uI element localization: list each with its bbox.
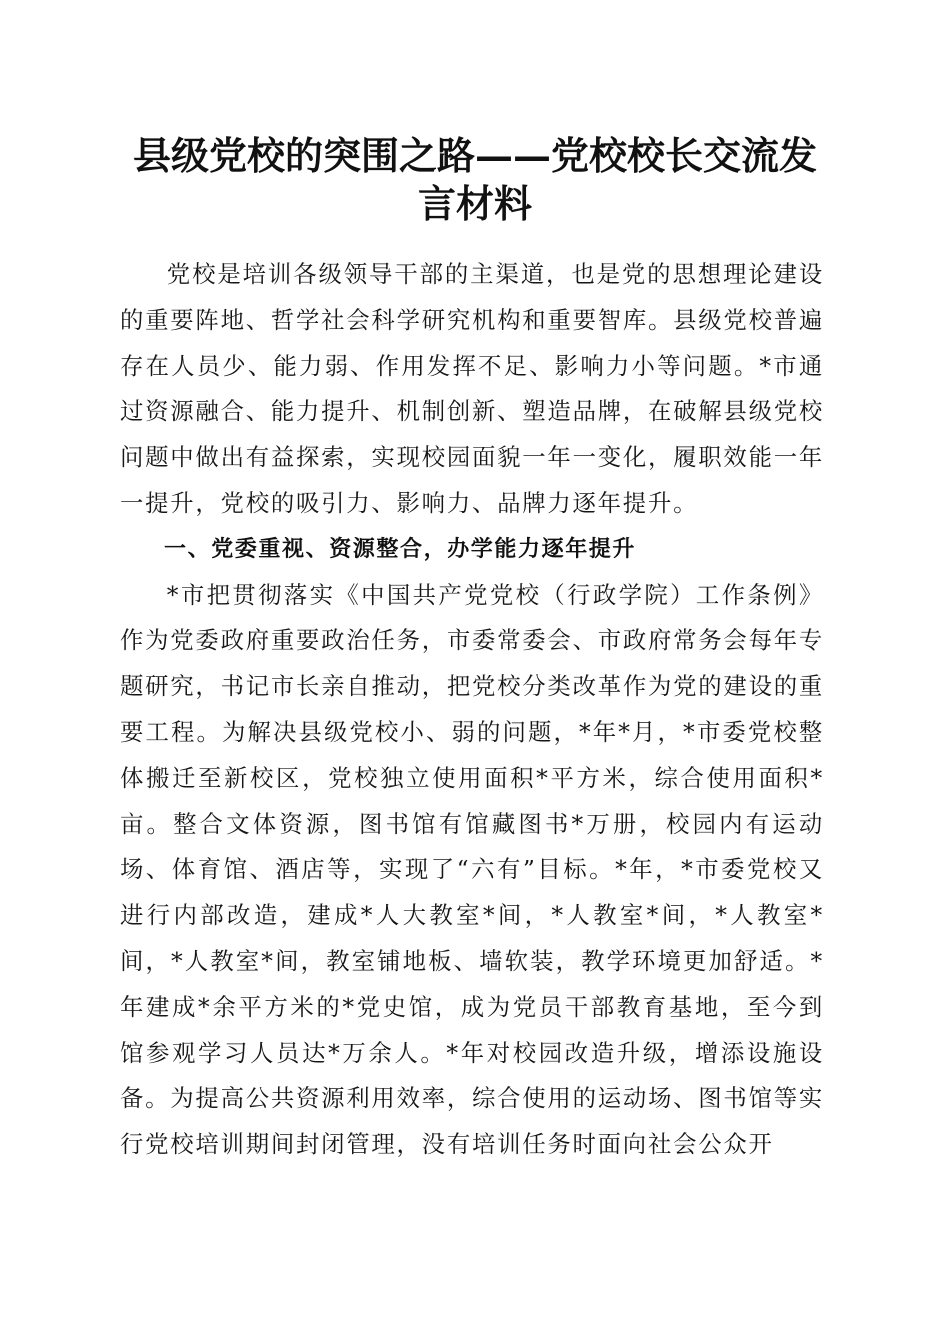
- document-title: 县级党校的突围之路——党校校长交流发言材料: [132, 133, 817, 226]
- intro-paragraph: 党校是培训各级领导干部的主渠道，也是党的思想理论建设的重要阵地、哲学社会科学研究机构和重要智库。县级党校普遍存在人员少、能力弱、作用发挥不足、影响力小等问题。*市通过资源融合、能力提升、机制创新、塑造品牌，在破解县级党校问题中做出有益探索，实现校园面貌一年一变化，履职效能一年一提升，党校的吸引力、影响力、品牌力逐年提升。: [120, 260, 824, 517]
- section-heading: 一、党委重视、资源整合，办学能力逐年提升: [164, 536, 637, 562]
- document-body: [120, 252, 824, 1168]
- section-paragraph: *市把贯彻落实《中国共产党党校（行政学院）工作条例》作为党委政府重要政治任务，市委常委会、市政府常务会每年专题研究，书记市长亲自推动，把党校分类改革作为党的建设的重要工程。为解决县级党校小、弱的问题，*年*月，*市委党校整体搬迁至新校区，党校独立使用面积*平方米，综合使用面积*亩。整合文体资源，图书馆有馆藏图书*万册，校园内有运动场、体育馆、酒店等，实现了“六有”目标。*年，*市委党校又进行内部改造，建成*人大教室*间，*人教室*间，*人教室*间，*人教室*间，教室铺地板、墙软装，教学环境更加舒适。*年建成*余平方米的*党史馆，成为党员干部教育基地，至今到馆参观学习人员达*万余人。*年对校园改造升级，增添设施设备。为提高公共资源利用效率，综合使用的运动场、图书馆等实行党校培训期间封闭管理，没有培训任务时面向社会公众开: [120, 580, 824, 1159]
